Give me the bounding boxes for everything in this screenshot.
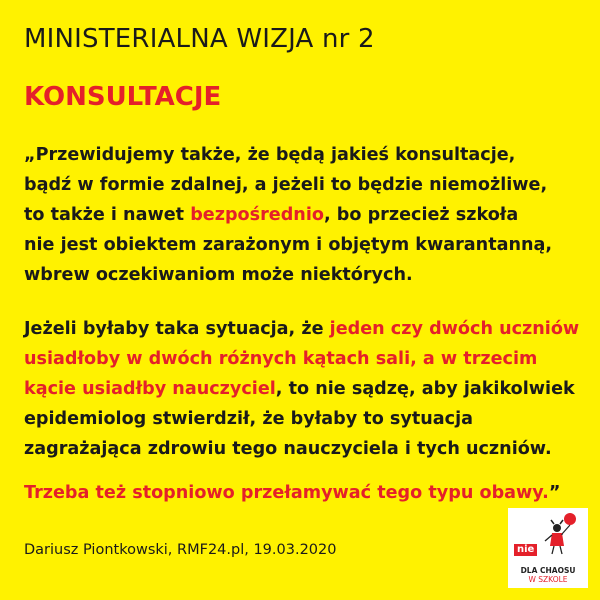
quote-line: to także i nawet bezpośrednio, bo przecież szkoła [24, 205, 519, 225]
logo-text-line2: W SZKOLE [528, 575, 568, 584]
quote-block [24, 140, 584, 508]
quote-line: „Przewidujemy także, że będą jakieś konsultacje, [24, 145, 516, 165]
quote-line: kącie usiadłby nauczyciel, to nie sądzę, aby jakikolwiek [24, 379, 575, 399]
highlight-text: Trzeba też stopniowo przełamywać tego typu obawy. [24, 483, 549, 503]
quote-paragraph-3 [24, 478, 584, 508]
quote-line: usiadłoby w dwóch różnych kątach sali, a w trzecim [24, 349, 538, 369]
quote-line: Jeżeli byłaby taka sytuacja, że jeden czy dwóch uczniów [24, 319, 580, 339]
quote-line: epidemiolog stwierdził, że byłaby to sytuacja [24, 409, 474, 429]
nie-dla-chaosu-logo [508, 508, 588, 588]
girl-with-balloon-icon [540, 512, 580, 556]
quote-line: zagrażająca zdrowiu tego nauczyciela i tych uczniów. [24, 439, 552, 459]
quote-line: bądź w formie zdalnej, a jeżeli to będzie niemożliwe, [24, 175, 548, 195]
page-title: MINISTERIALNA WIZJA nr 2 [24, 24, 375, 54]
quote-paragraph-1 [24, 140, 584, 290]
quote-paragraph-2 [24, 314, 584, 464]
highlight-text: bezpośrednio [190, 205, 324, 225]
highlight-text: kącie usiadłby nauczyciel [24, 379, 276, 399]
logo-badge: nie [514, 544, 537, 556]
logo-text-line1: DLA CHAOSU [520, 566, 576, 575]
quote-attribution: Dariusz Piontkowski, RMF24.pl, 19.03.2020 [24, 542, 337, 558]
quote-line: wbrew oczekiwaniom może niektórych. [24, 265, 413, 285]
quote-line: nie jest obiektem zarażonym i objętym kwarantanną, [24, 235, 553, 255]
highlight-text: jeden czy dwóch uczniów [329, 319, 580, 339]
quote-line: Trzeba też stopniowo przełamywać tego typu obawy.” [24, 483, 561, 503]
section-subtitle: KONSULTACJE [24, 82, 222, 112]
